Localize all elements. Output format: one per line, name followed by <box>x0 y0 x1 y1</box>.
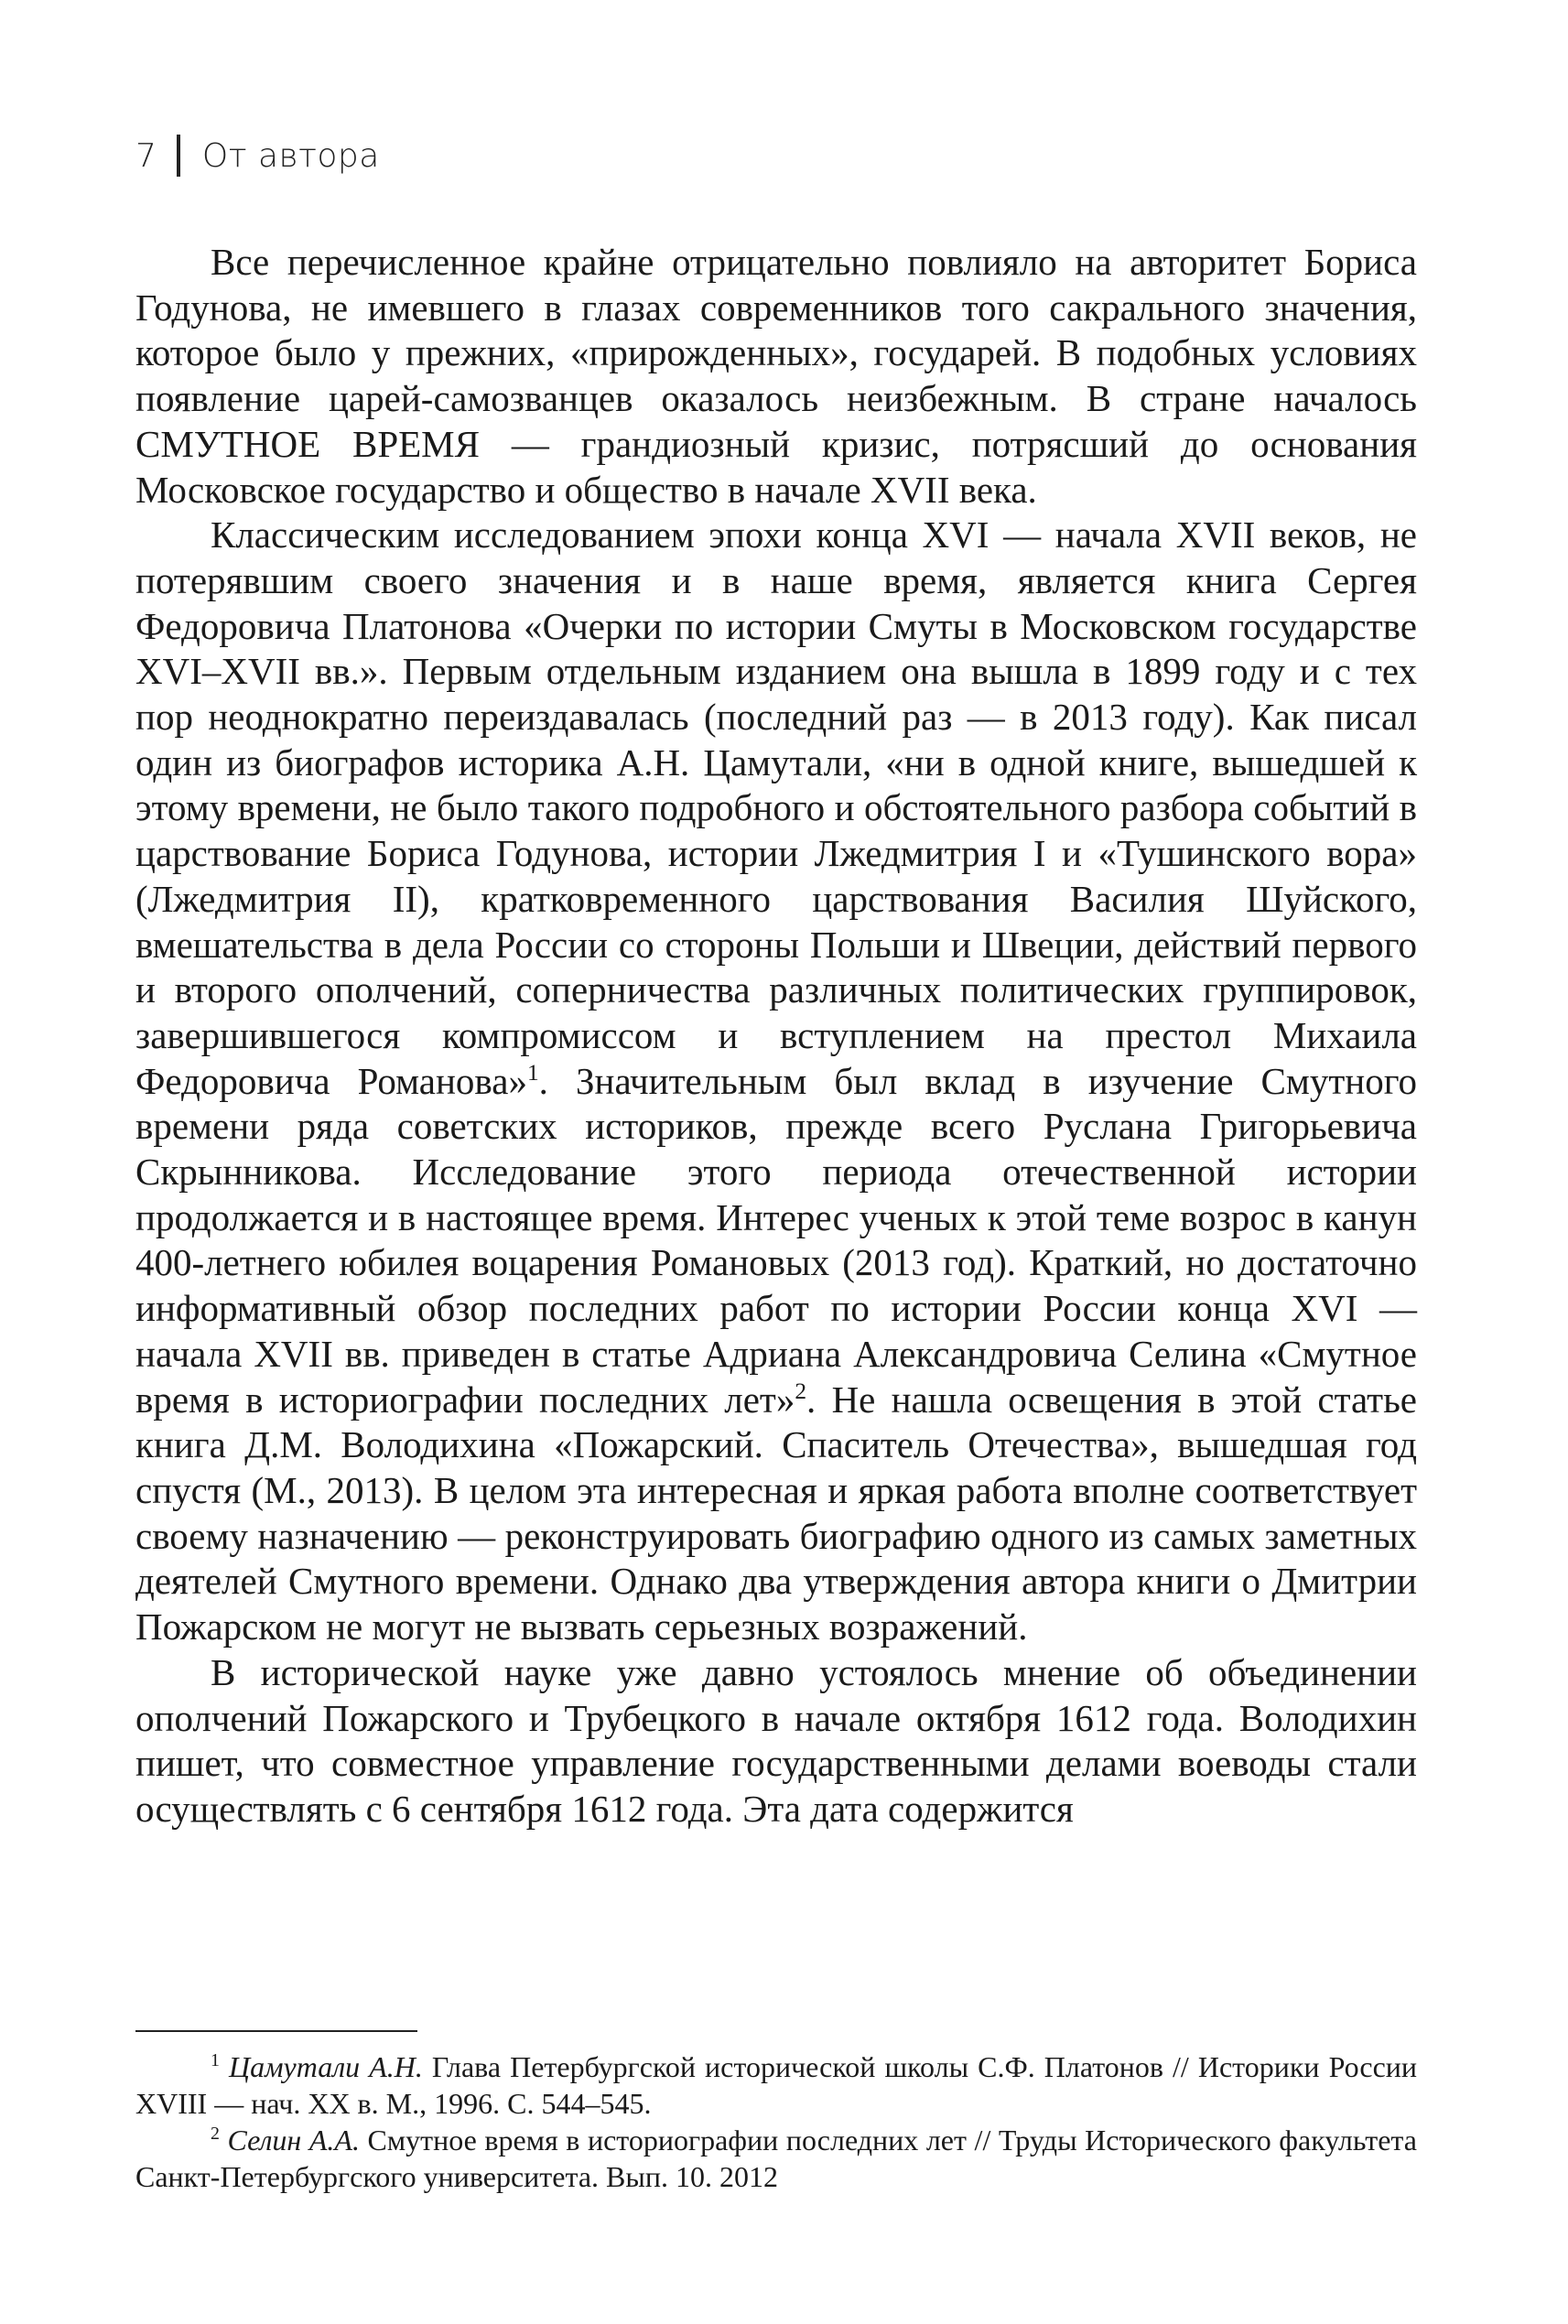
paragraph-text: Классическим исследованием эпохи конца XVI — начала XVII веков, не потерявшим своего значения и в наше время, является книга Сергея Федоровича Платонова «Очерки по истории Смуты в Московском государстве XVI–XVII вв.». Первым отдельным изданием она вышла в 1899 году и с тех пор неоднократно переиздавалась (последний раз — в 2013 году). Как писал один из биографов историка А.Н. Цамутали, «ни в одной книге, вышедшей к этому времени, не было такого подробного и обстоятельного разбора событий в царствование Бориса Годунова, истории Лжедмитрия I и «Тушинского вора» (Лжедмитрия II), кратковременного царствования Василия Шуйского, вмешательства в дела России со стороны Польши и Швеции, действий первого и второго ополчений, соперничества различных политических группировок, завершившегося компромиссом и вступлением на престол Михаила Федоровича Романова» <box>135 513 1417 1102</box>
section-title: От автора <box>201 136 380 175</box>
paragraph-text: . Не нашла освещения в этой статье книга Д.М. Володихина «Пожарский. Спаситель Отечества», вышедшая год спустя (М., 2013). В целом эта интересная и яркая работа вполне соответствует своему назначению — реконструировать биографию одного из самых заметных деятелей Смутного времени. Однако два утверждения автора книги о Дмитрии Пожарском не могут не вызвать серьезных возражений. <box>135 1378 1417 1648</box>
footnote-author: Селин А.А. <box>227 2124 360 2156</box>
main-text <box>135 240 1417 1832</box>
paragraph-text: Все перечисленное крайне отрицательно повлияло на авторитет Бориса Годунова, не имевшего в глазах современников того сакрального значения, которое было у прежних, «прирожденных», государей. В подобных условиях появление царей-самозванцев оказалось неизбежным. В стране началось СМУТНОЕ ВРЕМЯ — грандиозный кризис, потрясший до основания Московское государство и общество в начале XVII века. <box>135 241 1417 511</box>
paragraph-text: . Значительным был вклад в изучение Смутного времени ряда советских историков, прежде всего Руслана Григорьевича Скрынникова. Исследование этого периода отечественной истории продолжается и в настоящее время. Интерес ученых к этой теме возрос в канун 400-летнего юбилея воцарения Романовых (2013 год). Краткий, но достаточно информативный обзор последних работ по истории России конца XVI — начала XVII вв. приведен в статье Адриана Александровича Селина «Смутное время в историографии последних лет» <box>135 1059 1417 1421</box>
footnote <box>135 2048 1417 2122</box>
footnotes <box>135 2030 1417 2195</box>
footnote-marker: 2 <box>211 2124 220 2145</box>
paragraph <box>135 513 1417 1650</box>
header-divider <box>177 135 180 177</box>
footnote-ref[interactable]: 1 <box>526 1059 539 1086</box>
paragraph <box>135 1650 1417 1832</box>
footnote-author: Цамутали А.Н. <box>228 2050 423 2083</box>
footnote-marker: 1 <box>211 2050 220 2071</box>
page-number: 7 <box>135 136 157 175</box>
footnote-ref[interactable]: 2 <box>795 1378 807 1404</box>
footnote-text: Смутное время в историографии последних лет // Труды Исторического факультета Санкт-Петербургского университета. Вып. 10. 2012 <box>135 2124 1418 2193</box>
paragraph-text: В исторической науке уже давно устоялось мнение об объединении ополчений Пожарского и Трубецкого в начале октября 1612 года. Володихин пишет, что совместное управление государственными делами воеводы стали осуществлять с 6 сентября 1612 года. Эта дата содержится <box>135 1650 1417 1830</box>
footnote-rule <box>135 2030 417 2032</box>
footnote-text: Глава Петербургской исторической школы С.Ф. Платонов // Историки России XVIII — нач. XX в. М., 1996. С. 544–545. <box>135 2050 1418 2120</box>
running-head <box>135 128 380 183</box>
footnote <box>135 2122 1417 2195</box>
paragraph <box>135 240 1417 513</box>
